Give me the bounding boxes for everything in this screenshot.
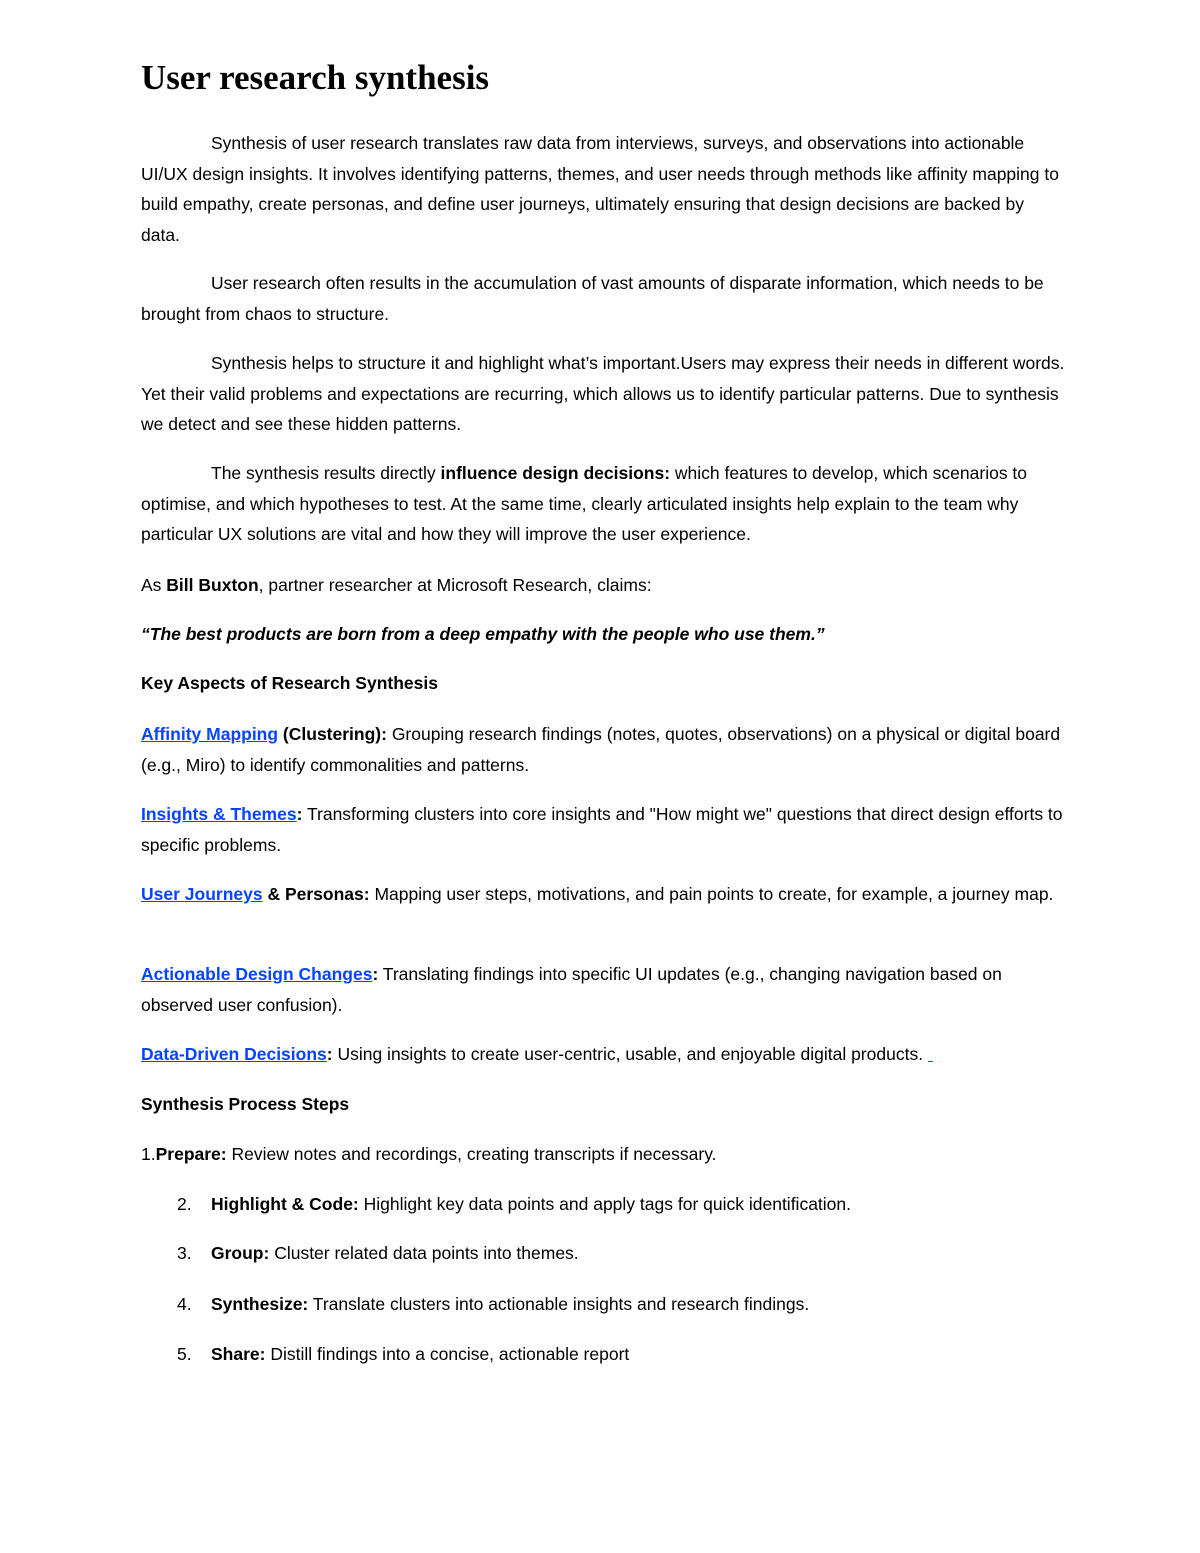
step-text: Translate clusters into actionable insights and research findings. <box>308 1294 810 1314</box>
aspect-user-journeys <box>141 879 1066 910</box>
step-label: Highlight & Code: <box>211 1194 359 1214</box>
buxton-name: Bill Buxton <box>166 575 259 595</box>
aspect-text: Transforming clusters into core insights and "How might we" questions that direct design efforts to specific problems. <box>141 804 1063 855</box>
page-title: User research synthesis <box>141 58 490 97</box>
step-label: Synthesize: <box>211 1294 309 1314</box>
aspect-text: Grouping research findings (notes, quotes, observations) on a physical or digital board (e.g., Miro) to identify commonalities and patterns. <box>141 724 1061 775</box>
step-label: Group: <box>211 1243 270 1263</box>
aspect-bold: (Clustering): <box>278 724 387 744</box>
aspect-bold: : <box>296 804 303 824</box>
aspect-text: Mapping user steps, motivations, and pain points to create, for example, a journey map. <box>369 884 1054 904</box>
aspect-bold: & Personas: <box>262 884 370 904</box>
step-text: Review notes and recordings, creating transcripts if necessary. <box>226 1144 717 1164</box>
aspect-bold: : <box>326 1044 333 1064</box>
step-text: Highlight key data points and apply tags for quick identification. <box>358 1194 852 1214</box>
trailing-link[interactable] <box>928 1044 933 1064</box>
quote: “The best products are born from a deep empathy with the people who use them.” <box>141 624 825 644</box>
aspect-bold: : <box>372 964 379 984</box>
step-4 <box>177 1289 1057 1320</box>
step-number: 4. <box>177 1294 192 1314</box>
aspect-affinity-mapping <box>141 719 1066 780</box>
step-label: Prepare: <box>155 1144 227 1164</box>
actionable-design-changes-link[interactable]: Actionable Design Changes <box>141 964 373 984</box>
patterns-paragraph: Synthesis helps to structure it and highlight what’s important.Users may express their needs in different words. Yet their valid problems and expectations are recurring, which allows us to identify particular patterns. Due to synthesis we detect and see these hidden patterns. <box>141 353 1065 434</box>
insights-themes-link[interactable]: Insights & Themes <box>141 804 297 824</box>
step-number: 1. <box>141 1144 156 1164</box>
decisions-text-after: which features to develop, which scenarios to optimise, and which hypotheses to test. At the same time, clearly articulated insights help explain to the team why particular UX solutions are vital and how they will improve the user experience. <box>141 463 1028 544</box>
aspect-text: Translating findings into specific UI updates (e.g., changing navigation based on observed user confusion). <box>141 964 1002 1015</box>
buxton-text-after: , partner researcher at Microsoft Research, claims: <box>258 575 652 595</box>
decisions-bold: influence design decisions: <box>440 463 671 483</box>
user-journeys-link[interactable]: User Journeys <box>141 884 263 904</box>
process-heading: Synthesis Process Steps <box>141 1094 350 1114</box>
aspect-insights-themes <box>141 799 1066 860</box>
step-2 <box>177 1189 1057 1220</box>
buxton-text-before: As <box>141 575 167 595</box>
decisions-text-before: The synthesis results directly <box>211 463 441 483</box>
aspect-actionable-design <box>141 959 1066 1020</box>
step-5 <box>177 1339 1057 1370</box>
key-aspects-heading: Key Aspects of Research Synthesis <box>141 673 438 693</box>
buxton-paragraph <box>141 570 1066 601</box>
decisions-paragraph <box>141 458 1066 550</box>
affinity-mapping-link[interactable]: Affinity Mapping <box>141 724 279 744</box>
step-number: 2. <box>177 1194 192 1214</box>
intro-paragraph: Synthesis of user research translates raw data from interviews, surveys, and observations into actionable UI/UX design insights. It involves identifying patterns, themes, and user needs through methods like affinity mapping to build empathy, create personas, and define user journeys, ultimately ensuring that design decisions are backed by data. <box>141 133 1059 245</box>
step-1 <box>141 1139 1066 1170</box>
step-label: Share: <box>211 1344 266 1364</box>
step-number: 3. <box>177 1243 192 1263</box>
data-driven-decisions-link[interactable]: Data-Driven Decisions <box>141 1044 327 1064</box>
step-text: Cluster related data points into themes. <box>269 1243 579 1263</box>
step-text: Distill findings into a concise, actionable report <box>265 1344 630 1364</box>
step-number: 5. <box>177 1344 192 1364</box>
chaos-paragraph: User research often results in the accumulation of vast amounts of disparate information, which needs to be brought from chaos to structure. <box>141 273 1044 324</box>
step-3 <box>177 1238 1057 1269</box>
aspect-text: Using insights to create user-centric, usable, and enjoyable digital products. <box>332 1044 928 1064</box>
aspect-data-driven <box>141 1039 1066 1070</box>
